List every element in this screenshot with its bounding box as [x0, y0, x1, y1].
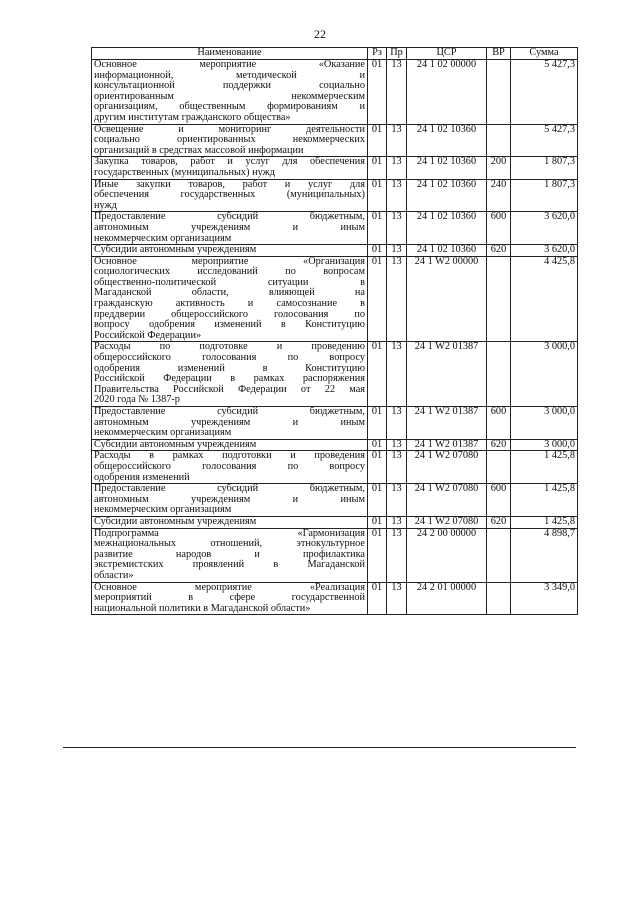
row-sum: 3 620,0 [511, 212, 578, 245]
row-name-line: общественно-политической ситуации в [94, 276, 365, 288]
row-csr: 24 1 W2 01387 [407, 439, 487, 451]
row-vr [487, 60, 511, 125]
table-row [92, 157, 578, 179]
row-sum: 3 349,0 [511, 582, 578, 615]
row-csr: 24 1 02 10360 [407, 157, 487, 179]
row-name [92, 484, 368, 517]
row-rz: 01 [368, 179, 387, 212]
row-rz: 01 [368, 124, 387, 157]
row-pr: 13 [387, 407, 407, 440]
row-pr: 13 [387, 582, 407, 615]
table-row [92, 439, 578, 451]
row-sum: 1 807,3 [511, 179, 578, 212]
row-name [92, 407, 368, 440]
row-name-line: области» [94, 569, 134, 581]
row-name-line: Субсидии автономным учреждениям [94, 438, 257, 450]
row-csr: 24 1 W2 07080 [407, 516, 487, 528]
row-name-line: 2020 года № 1387-р [94, 394, 180, 406]
row-name [92, 528, 368, 582]
row-csr: 24 2 01 00000 [407, 582, 487, 615]
row-vr: 620 [487, 245, 511, 257]
row-sum: 4 425,8 [511, 256, 578, 342]
row-name-line: Подпрограмма «Гармонизация [94, 527, 365, 539]
row-name-line: Расходы по подготовке и проведению [94, 341, 365, 353]
row-sum: 5 427,3 [511, 124, 578, 157]
row-pr: 13 [387, 179, 407, 212]
row-vr [487, 342, 511, 407]
row-name-line: организаций в средствах массовой информации [94, 144, 304, 156]
row-vr [487, 528, 511, 582]
row-name-line: автономным учреждениям и иным [94, 221, 365, 233]
row-pr: 13 [387, 157, 407, 179]
table-header-row [92, 48, 578, 60]
row-name-line: Основное мероприятие «Оказание [94, 59, 365, 70]
row-name-line: одобрения изменений [94, 471, 190, 483]
table-row [92, 407, 578, 440]
header-sum: Сумма [511, 48, 578, 60]
row-name [92, 256, 368, 342]
table-row [92, 124, 578, 157]
row-vr: 600 [487, 212, 511, 245]
row-name [92, 157, 368, 179]
row-name-line: Закупка товаров, работ и услуг для обеспечения [94, 156, 365, 168]
row-name-line: экстремистских проявлений в Магаданской [94, 559, 365, 571]
bottom-divider [63, 747, 576, 748]
row-name-line: Предоставление субсидий бюджетным, [94, 406, 365, 417]
row-name-line: некоммерческим организациям [94, 232, 232, 244]
row-rz: 01 [368, 439, 387, 451]
row-vr [487, 582, 511, 615]
row-csr: 24 2 00 00000 [407, 528, 487, 582]
row-csr: 24 1 02 10360 [407, 212, 487, 245]
row-vr: 600 [487, 407, 511, 440]
row-csr: 24 1 W2 01387 [407, 407, 487, 440]
row-name-line: гражданскую активность и самосознание в [94, 298, 365, 310]
row-name-line: развитие народов и профилактика [94, 548, 365, 560]
row-name-line: мероприятий в сфере государственной [94, 592, 365, 604]
row-sum: 1 425,8 [511, 451, 578, 484]
table-body [92, 60, 578, 615]
row-name-line: Основное мероприятие «Организация [94, 255, 365, 267]
row-name-line: Освещение и мониторинг деятельности [94, 123, 365, 135]
row-pr: 13 [387, 451, 407, 484]
row-rz: 01 [368, 516, 387, 528]
row-name-line: Предоставление субсидий бюджетным, [94, 211, 365, 223]
row-name [92, 516, 368, 528]
row-name [92, 451, 368, 484]
row-rz: 01 [368, 157, 387, 179]
row-rz: 01 [368, 60, 387, 125]
row-name [92, 124, 368, 157]
row-vr: 620 [487, 516, 511, 528]
row-name-line: автономным учреждениям и иным [94, 416, 365, 428]
table-row [92, 516, 578, 528]
row-name [92, 439, 368, 451]
row-name-line: одобрения изменений в Конституцию [94, 362, 365, 374]
row-csr: 24 1 W2 01387 [407, 342, 487, 407]
row-name-line: Субсидии автономным учреждениям [94, 244, 257, 256]
row-name-line: Иные закупки товаров, работ и услуг для [94, 178, 365, 190]
table-row [92, 179, 578, 212]
row-rz: 01 [368, 528, 387, 582]
row-vr [487, 451, 511, 484]
row-name-line: ориентированным некоммерческим [94, 90, 365, 102]
row-name-line: государственных (муниципальных) нужд [94, 166, 275, 178]
header-vr: ВР [487, 48, 511, 60]
header-rz: Рз [368, 48, 387, 60]
row-pr: 13 [387, 528, 407, 582]
row-rz: 01 [368, 582, 387, 615]
row-csr: 24 1 02 10360 [407, 245, 487, 257]
row-pr: 13 [387, 342, 407, 407]
row-rz: 01 [368, 484, 387, 517]
row-name-line: Российской Федерации в рамках распоряжения [94, 373, 365, 385]
row-pr: 13 [387, 484, 407, 517]
table-row [92, 342, 578, 407]
row-sum: 1 425,8 [511, 484, 578, 517]
row-vr: 240 [487, 179, 511, 212]
row-pr: 13 [387, 439, 407, 451]
row-sum: 1 425,8 [511, 516, 578, 528]
row-csr: 24 1 W2 00000 [407, 256, 487, 342]
row-name-line: социологических исследований по вопросам [94, 266, 365, 278]
row-name-line: преддверии общероссийского голосования по [94, 308, 365, 320]
row-name-line: вопросу одобрения изменений в Конституцию [94, 319, 365, 331]
row-rz: 01 [368, 451, 387, 484]
row-name-line: Магаданской области, влияющей на [94, 287, 365, 299]
row-name-line: Основное мероприятие «Реализация [94, 581, 365, 593]
row-name-line: Предоставление субсидий бюджетным, [94, 483, 365, 495]
row-sum: 3 000,0 [511, 439, 578, 451]
row-name [92, 212, 368, 245]
row-name-line: нужд [94, 199, 117, 211]
row-pr: 13 [387, 124, 407, 157]
row-vr [487, 124, 511, 157]
table-row [92, 582, 578, 615]
table-row [92, 256, 578, 342]
table-row [92, 484, 578, 517]
row-csr: 24 1 W2 07080 [407, 484, 487, 517]
row-sum: 3 620,0 [511, 245, 578, 257]
row-pr: 13 [387, 60, 407, 125]
row-rz: 01 [368, 342, 387, 407]
row-name-line: межнациональных отношений, этнокультурное [94, 538, 365, 550]
row-sum: 5 427,3 [511, 60, 578, 125]
row-name [92, 245, 368, 257]
row-name-line: некоммерческим организациям [94, 427, 232, 439]
row-sum: 3 000,0 [511, 342, 578, 407]
row-name-line: обеспечения государственных (муниципальных) [94, 189, 365, 201]
row-name-line: информационной, методической и [94, 69, 365, 81]
row-vr: 620 [487, 439, 511, 451]
row-name-line: Правительства Российской Федерации от 22 мая [94, 383, 365, 395]
table-row [92, 528, 578, 582]
row-csr: 24 1 02 10360 [407, 179, 487, 212]
row-name-line: Российской Федерации» [94, 329, 202, 341]
table-row [92, 451, 578, 484]
row-rz: 01 [368, 212, 387, 245]
row-name-line: национальной политики в Магаданской области» [94, 602, 311, 614]
row-csr: 24 1 02 10360 [407, 124, 487, 157]
header-csr: ЦСР [407, 48, 487, 60]
row-rz: 01 [368, 407, 387, 440]
table-row [92, 245, 578, 257]
row-name-line: консультационной поддержки социально [94, 80, 365, 92]
row-sum: 1 807,3 [511, 157, 578, 179]
row-pr: 13 [387, 516, 407, 528]
row-pr: 13 [387, 212, 407, 245]
table-row [92, 60, 578, 125]
row-pr: 13 [387, 245, 407, 257]
row-vr: 200 [487, 157, 511, 179]
header-pr: Пр [387, 48, 407, 60]
row-name-line: общероссийского голосования по вопросу [94, 460, 365, 472]
row-rz: 01 [368, 245, 387, 257]
row-name [92, 342, 368, 407]
row-sum: 4 898,7 [511, 528, 578, 582]
row-sum: 3 000,0 [511, 407, 578, 440]
budget-table [91, 47, 578, 615]
row-name-line: Расходы в рамках подготовки и проведения [94, 450, 365, 462]
row-rz: 01 [368, 256, 387, 342]
row-name-line: другим институтам гражданского общества» [94, 111, 291, 123]
row-name [92, 179, 368, 212]
row-name-line: социально ориентированных некоммерческих [94, 134, 365, 146]
row-name-line: автономным учреждениям и иным [94, 493, 365, 505]
table-row [92, 212, 578, 245]
row-name-line: общероссийского голосования по вопросу [94, 352, 365, 364]
row-csr: 24 1 W2 07080 [407, 451, 487, 484]
row-name-line: Субсидии автономным учреждениям [94, 515, 257, 527]
row-vr [487, 256, 511, 342]
header-name: Наименование [92, 48, 368, 60]
row-csr: 24 1 02 00000 [407, 60, 487, 125]
row-pr: 13 [387, 256, 407, 342]
page-number: 22 [314, 27, 326, 41]
row-name-line: организациям, общественным формированиям и [94, 101, 365, 113]
row-name [92, 582, 368, 615]
row-vr: 600 [487, 484, 511, 517]
row-name [92, 60, 368, 125]
row-name-line: некоммерческим организациям [94, 504, 232, 516]
